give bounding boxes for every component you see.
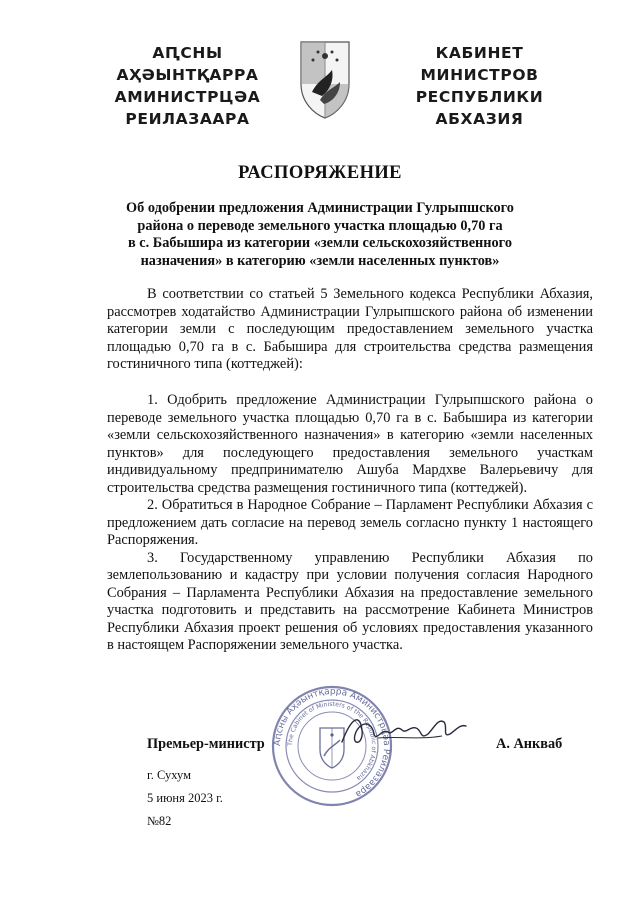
subject-line: Об одобрении предложения Администрации Гулрыпшского [126, 200, 514, 216]
header-left-line2: АМИНИСТРЦӘА РЕИЛАЗААРА [114, 88, 261, 128]
item-1: 1. Одобрить предложение Администрации Гулрыпшского района о переводе земельного участка площадью 0,70 га в с. Бабышира из категории «земли сельскохозяйственного назначения» в категорию «земли населенных пунктов» для последующего предоставления земельного участкам индивидуальному предпринимателю Ашуба Мардхве Валерьевичу для строительства средства размещения гостиничного типа (коттеджей). [107, 392, 593, 496]
document-subject [110, 200, 530, 270]
document-city: г. Сухум [147, 768, 192, 782]
document-number: №82 [147, 814, 172, 828]
document-date: 5 июня 2023 г. [147, 791, 223, 805]
handwritten-signature [338, 712, 470, 752]
subject-line: района о переводе земельного участка площадью 0,70 га [137, 217, 503, 234]
header-right-line2: РЕСПУБЛИКИ АБХАЗИЯ [415, 88, 544, 128]
preamble-block [107, 286, 593, 374]
header-russian-title [382, 42, 577, 130]
seal-outer-text: Аԥсны Аҳәынтқарра Аминистрцәа Реилазаара [272, 686, 392, 799]
preamble-paragraph: В соответствии со статьей 5 Земельного кодекса Республики Абхазия, рассмотрев ходатайство Администрации Гулрыпшского района об изменении категории земли с последующим предоставлением земельного участка площадью 0,70 га в с. Бабышира для строительства средства размещения гостиничного типа (коттеджей): [107, 286, 593, 372]
header-abkhaz-title [80, 42, 295, 130]
subject-line: в с. Бабышира из категории «земли сельскохозяйственного [128, 235, 512, 252]
header-right-line1: КАБИНЕТ МИНИСТРОВ [420, 44, 539, 84]
document-title: РАСПОРЯЖЕНИЕ [238, 163, 402, 183]
item-2: 2. Обратиться в Народное Собрание – Парламент Республики Абхазия с предложением дать согласие на перевод земель согласно пункту 1 настоящего Распоряжения. [107, 497, 593, 548]
items-block [107, 392, 593, 655]
signatory-name: А. Анкваб [496, 736, 563, 752]
subject-line: назначения» в категорию «земли населенных пунктов» [140, 252, 500, 269]
item-3: 3. Государственному управлению Республики Абхазия по землепользованию и кадастру при условии получения согласия Народного Собрания – Парламента Республики Абхазия на предоставление земельного участка подготовить и представить на рассмотрение Кабинета Министров Республики Абхазия проект решения об условиях предоставления указанного в настоящем Распоряжении земельного участка. [107, 549, 593, 653]
signatory-position: Премьер-министр [147, 736, 265, 752]
seal-inner-text: The Cabinet of Ministers of the Republic of Abkhazia [286, 700, 378, 782]
header-left-line1: АԤСНЫ АҲӘЫНТҚАРРА [116, 44, 259, 84]
coat-of-arms-icon [298, 40, 352, 120]
